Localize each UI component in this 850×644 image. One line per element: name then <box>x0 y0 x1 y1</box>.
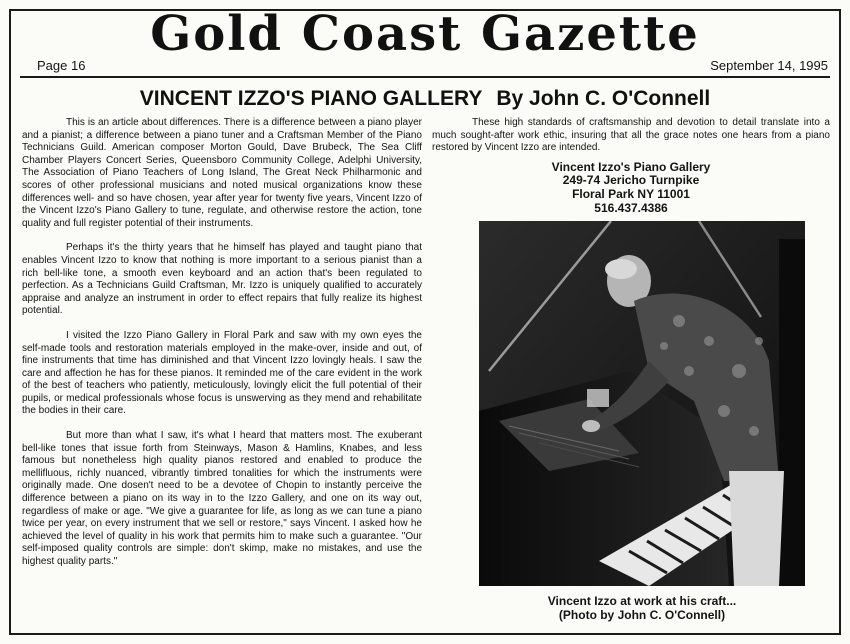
article-paragraph: Perhaps it's the thirty years that he himself has played and taught piano that enables Vincent Izzo to know that nothing is more important to a serious pianist than a rich bell-like tone, a smooth even keyboard and an action that's been regulated to perfection. As a Technicians Guild Craftsman, Mr. Izzo is uniquely qualified to accurately appraise and analyze an instrument in order to effect repairs that fully realize its highest potential. <box>22 242 422 317</box>
article-right-column <box>432 117 830 215</box>
masthead-divider <box>20 76 830 78</box>
article-byline: By John C. O'Connell <box>496 87 711 110</box>
page-number: Page 16 <box>37 58 86 73</box>
business-address <box>432 161 830 215</box>
issue-date: September 14, 1995 <box>710 58 828 73</box>
article-paragraph: I visited the Izzo Piano Gallery in Floral Park and saw with my own eyes the self-made tools and restoration materials employed in the make-over, inside and out, of fine instruments that time has diminished and that Vincent Izzo lovingly heals. I saw the care and affection he has for these pianos. It reminded me of the care evident in the work of the best of teachers who patiently, meticulously, lovingly elicit the full potential of their pupils, or medical professionals whose focus is unswerving as they mend and rehabilitate the bodies in their care. <box>22 329 422 417</box>
masthead-title: Gold Coast Gazette <box>150 6 700 62</box>
photo-credit: (Photo by John C. O'Connell) <box>558 608 726 622</box>
photo-caption <box>479 594 805 622</box>
article-headline <box>0 86 850 112</box>
article-paragraph: These high standards of craftsmanship and devotion to detail translate into a much sought-after work ethic, insuring that all the grace notes one hears from a piano restored by Vincent Izzo are intended. <box>432 117 830 154</box>
business-name: Vincent Izzo's Piano Gallery <box>551 159 711 174</box>
article-left-column <box>22 117 422 581</box>
business-street: 249-74 Jericho Turnpike <box>562 173 700 188</box>
article-paragraph: This is an article about differences. There is a difference between a piano player and a pianist; a difference between a piano tuner and a Craftsman Member of the Piano Technicians Guild. American composer Morton Gould, Dave Brubeck, The Sea Cliff Chamber Players Concert Series, Queensboro Community College, Adelphi University, The Association of Piano Teachers of Long Island, The Great Neck Philharmonic and scores of other professional musicians and noted musical organizations know these differences well- and so have chosen, year after year for twenty five years, Vincent Izzo of the Vincent Izzo's Piano Gallery to tune, regulate, and otherwise restore the action, tone quality and full register potential of their instruments. <box>22 117 422 229</box>
headline-text: VINCENT IZZO'S PIANO GALLERY <box>139 87 483 110</box>
business-phone: 516.437.4386 <box>594 200 668 215</box>
business-city: Floral Park NY 11001 <box>572 186 690 201</box>
article-paragraph: But more than what I saw, it's what I heard that matters most. The exuberant bell-like tones that issue forth from Steinways, Mason & Hamlins, Knabes, and less famous but nonetheless high quality pianos restored and enabled to produce the mellifluous, richly nuanced, vibrantly timbred tonalities for which the instruments were originally made. One dosen't need to be a devotee of Chopin to instantly perceive the difference between a piano on its way in to the Izzo Gallery, and one on its way out, regardless of make or age. "We give a guarantee for life, as long as we can tune a piano twice per year, on every instrument that we sell or restore," says Vincent. I asked how he achieved the level of quality in his work that permits him to make such a guarantee. "Our self-imposed quality controls are simple: don't skimp, make no mistakes, and use the highest quality parts." <box>22 430 422 567</box>
caption-line: Vincent Izzo at work at his craft... <box>547 594 737 608</box>
photo-of-man-at-piano-icon <box>479 221 805 586</box>
